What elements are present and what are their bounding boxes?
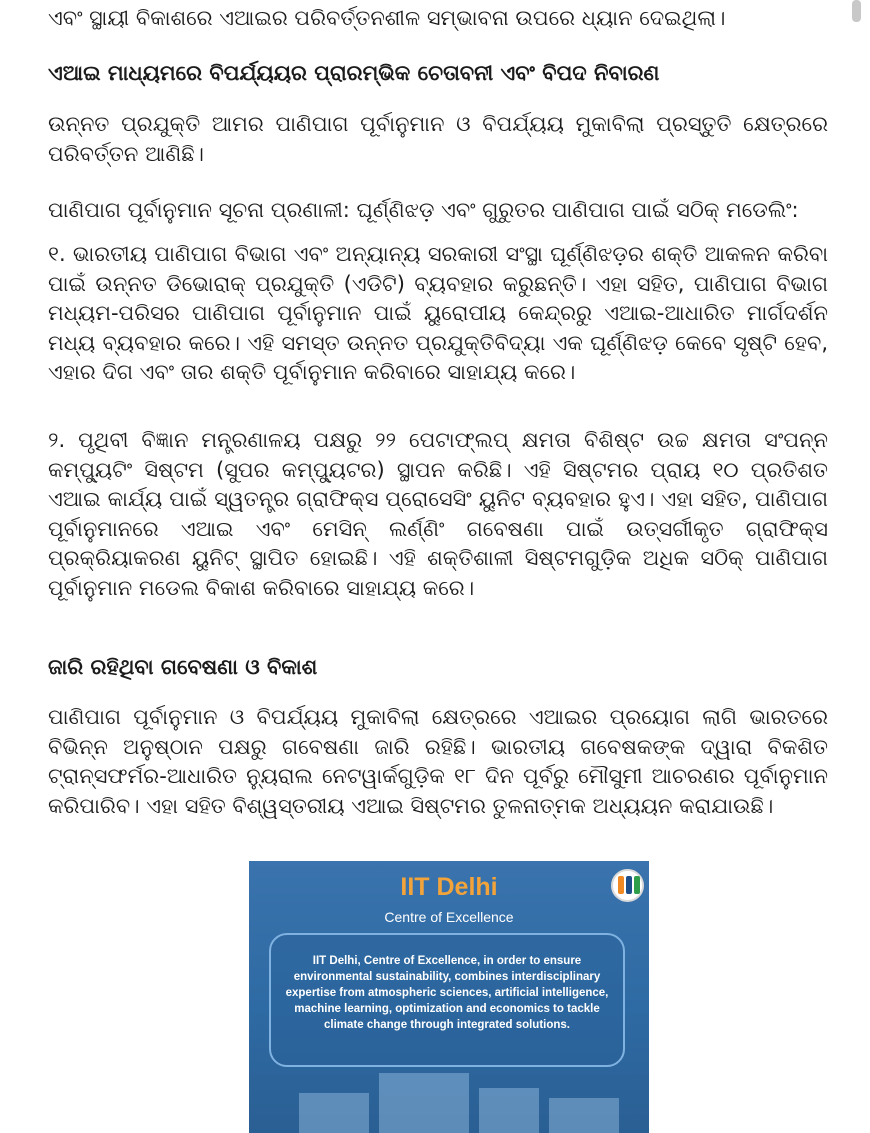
- building-silhouette-icon: [259, 1063, 639, 1133]
- iit-delhi-image-card: [249, 861, 649, 1133]
- card-body-text: IIT Delhi, Centre of Excellence, in order to ensure environmental sustainability, combines interdisciplinary expertise from atmospheric sciences, artificial intelligence, machine learning, optimization and economics to tackle climate change through integrated solutions.: [285, 955, 609, 1031]
- paragraph-point-2: ୨. ପୃଥିବୀ ବିଜ୍ଞାନ ମନ୍ତ୍ରଣାଳୟ ପକ୍ଷରୁ ୨୨ ପେଟାଫ୍ଲପ୍ କ୍ଷମତା ବିଶିଷ୍ଟ ଉଚ୍ଚ କ୍ଷମତା ସଂପନ୍ନ କମ୍ପ୍ୟୁଟିଂ ସିଷ୍ଟମ (ସୁପର କମ୍ପ୍ୟୁଟର) ସ୍ଥାପନ କରିଛି। ଏହି ସିଷ୍ଟମର ପ୍ରାୟ ୧୦ ପ୍ରତିଶତ ଏଆଇ କାର୍ଯ୍ୟ ପାଇଁ ସ୍ୱତନ୍ତ୍ର ଗ୍ରାଫିକ୍ସ ପ୍ରୋସେସିଂ ୟୁନିଟ ବ୍ୟବହାର ହୁଏ। ଏହା ସହିତ, ପାଣିପାଗ ପୂର୍ବାନୁମାନରେ ଏଆଇ ଏବଂ ମେସିନ୍ ଲର୍ଣ୍ଣିଂ ଗବେଷଣା ପାଇଁ ଉତ୍ସର୍ଗୀକୃତ ଗ୍ରାଫିକ୍ସ ପ୍ରକ୍ରିୟାକରଣ ୟୁନିଟ୍ ସ୍ଥାପିତ ହୋଇଛି। ଏହି ଶକ୍ତିଶାଳୀ ସିଷ୍ଟମଗୁଡ଼ିକ ଅଧିକ ସଠିକ୍ ପାଣିପାଗ ପୂର୍ବାନୁମାନ ମଡେଲ ବିକାଶ କରିବାରେ ସାହାଯ୍ୟ କରେ।: [48, 428, 828, 600]
- paragraph-advanced-tech: ଉନ୍ନତ ପ୍ରଯୁକ୍ତି ଆମର ପାଣିପାଗ ପୂର୍ବାନୁମାନ ଓ ବିପର୍ଯ୍ୟୟ ମୁକାବିଲା ପ୍ରସ୍ତୁତି କ୍ଷେତ୍ରରେ ପରିବର୍ତ୍ତନ ଆଣିଛି।: [48, 112, 828, 166]
- card-title: IIT Delhi: [400, 873, 498, 901]
- section-heading-ai-early-warning: ଏଆଇ ମାଧ୍ୟମରେ ବିପର୍ଯ୍ୟୟର ପ୍ରାରମ୍ଭିକ ଚେତାବନୀ ଏବଂ ବିପଦ ନିବାରଣ: [48, 61, 660, 85]
- paragraph-point-1: ୧. ଭାରତୀୟ ପାଣିପାଗ ବିଭାଗ ଏବଂ ଅନ୍ୟାନ୍ୟ ସରକାରୀ ସଂସ୍ଥା ଘୂର୍ଣ୍ଣିଝଡ଼ର ଶକ୍ତି ଆକଳନ କରିବା ପାଇଁ ଉନ୍ନତ ଡିଭୋରାକ୍ ପ୍ରଯୁକ୍ତି (ଏଡିଟି) ବ୍ୟବହାର କରୁଛନ୍ତି। ଏହା ସହିତ, ପାଣିପାଗ ବିଭାଗ ମଧ୍ୟମ-ପରିସର ପାଣିପାଗ ପୂର୍ବାନୁମାନ ପାଇଁ ୟୁରୋପୀୟ କେନ୍ଦ୍ରରୁ ଏଆଇ-ଆଧାରିତ ମାର୍ଗଦର୍ଶନ ମଧ୍ୟ ବ୍ୟବହାର କରେ। ଏହି ସମସ୍ତ ଉନ୍ନତ ପ୍ରଯୁକ୍ତିବିଦ୍ୟା ଏକ ଘୂର୍ଣ୍ଣିଝଡ଼ କେବେ ସୃଷ୍ଟି ହେବ, ଏହାର ଦିଗ ଏବଂ ତାର ଶକ୍ତି ପୂର୍ବାନୁମାନ କରିବାରେ ସାହାଯ୍ୟ କରେ।: [48, 242, 828, 384]
- paragraph-intro-tail: ଏବଂ ସ୍ଥାୟୀ ବିକାଶରେ ଏଆଇର ପରିବର୍ତ୍ତନଶୀଳ ସମ୍ଭାବନା ଉପରେ ଧ୍ୟାନ ଦେଇଥିଲା।: [48, 6, 726, 30]
- section-heading-research: ଜାରି ରହିଥିବା ଗବେଷଣା ଓ ବିକାଶ: [48, 655, 318, 679]
- card-subtitle: Centre of Excellence: [384, 909, 514, 925]
- paragraph-research: ପାଣିପାଗ ପୂର୍ବାନୁମାନ ଓ ବିପର୍ଯ୍ୟୟ ମୁକାବିଲା କ୍ଷେତ୍ରରେ ଏଆଇର ପ୍ରୟୋଗ ଲାଗି ଭାରତରେ ବିଭିନ୍ନ ଅନୁଷ୍ଠାନ ପକ୍ଷରୁ ଗବେଷଣା ଜାରି ରହିଛି। ଭାରତୀୟ ଗବେଷକଙ୍କ ଦ୍ୱାରା ବିକଶିତ ଟ୍ରାନ୍ସଫର୍ମର-ଆଧାରିତ ନ୍ୟୁରାଲ ନେଟୱାର୍କଗୁଡ଼ିକ ୧୮ ଦିନ ପୂର୍ବରୁ ମୌସୁମୀ ଆଚରଣର ପୂର୍ବାନୁମାନ କରିପାରିବ। ଏହା ସହିତ ବିଶ୍ୱସ୍ତରୀୟ ଏଆଇ ସିଷ୍ଟମର ତୁଳନାତ୍ମକ ଅଧ୍ୟୟନ କରାଯାଉଛି।: [48, 705, 828, 818]
- pib-logo-icon: [611, 869, 644, 902]
- paragraph-forecast-system: ପାଣିପାଗ ପୂର୍ବାନୁମାନ ସୂଚନା ପ୍ରଣାଳୀ: ଘୂର୍ଣ୍ଣିଝଡ଼ ଏବଂ ଗୁରୁତର ପାଣିପାଗ ପାଇଁ ସଠିକ୍ ମଡେଲିଂ:: [48, 198, 799, 222]
- scrollbar-thumb[interactable]: [852, 0, 861, 22]
